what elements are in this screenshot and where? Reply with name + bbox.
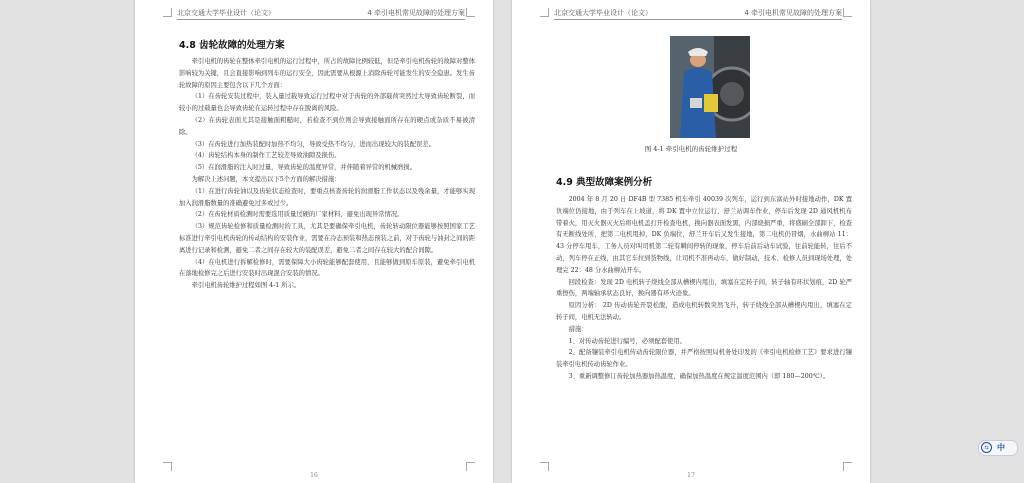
header-left: 北京交通大学毕业设计（论文） bbox=[177, 9, 275, 17]
paragraph: 1、对传动齿轮进行编号，必须配套使用。 bbox=[568, 337, 686, 345]
paragraph: 回段检查：发现 2D 电机转子绕线全部从槽楔内甩出，填塞在定转子间，转子轴有环状划痕，2D 轮严重擦伤，两端轴承状态良好，换向器有环火迹象。 bbox=[556, 278, 852, 298]
page-number: 16 bbox=[310, 472, 318, 479]
paragraph: 牵引电机齿轮维护过程如图 4-1 所示。 bbox=[191, 282, 301, 290]
header-right: 4 牵引电机常见故障的处理方案 bbox=[367, 9, 465, 17]
paragraph: （4）齿轮结构本身的制作工艺较差导致油隙及损伤。 bbox=[191, 152, 341, 160]
header-right: 4 牵引电机常见故障的处理方案 bbox=[744, 9, 842, 17]
paragraph: 措施： bbox=[568, 325, 588, 333]
paragraph: （5）在润滑脂的注入时过量，导致齿轮的温度异常，并伴随着异常的机械磨损。 bbox=[191, 164, 416, 172]
crop-mark bbox=[466, 8, 475, 17]
crop-mark bbox=[163, 462, 172, 471]
worker-maintenance-image bbox=[670, 36, 750, 138]
section-heading-4-9: 4.9 典型故障案例分析 bbox=[556, 177, 653, 188]
language-toggle-button[interactable] bbox=[978, 440, 1018, 456]
header-left: 北京交通大学毕业设计（论文） bbox=[554, 9, 652, 17]
running-header bbox=[554, 8, 842, 20]
crop-mark bbox=[540, 8, 549, 17]
paragraph: （3）规范齿轮检修和质量检测时的工具，尤其是要确保牵引电机，齿轮转动限位器能够按照国家工艺标准进行牵引电机齿轮的传动结构的安装作业，需要在冷态预装和热态预装之前，对于齿轮与油封之间的距离进行记录和检测，避免二者之间存在较大的装配误差，避免二者之间存在较大的配合间隙。 bbox=[179, 223, 475, 254]
running-header bbox=[177, 8, 465, 20]
paragraph: （1）在进行齿轮油以及齿轮状态检查时，要重点核查齿轮的润滑脂工作状态以及残余量，才能够实现加入润滑脂数量的准确避免过多或过少。 bbox=[179, 187, 475, 207]
page-number: 17 bbox=[687, 472, 695, 479]
crop-mark bbox=[466, 462, 475, 471]
paragraph: 2、配备镶装牵引电机传动齿轮限位器，并严格按照局机务处印发的《牵引电机检修工艺》要求进行镶装牵引电机传动齿轮作业。 bbox=[556, 349, 852, 369]
section-body bbox=[556, 194, 852, 383]
paragraph: 原因分析： 2D 传动齿轮开裂松脱，造成电机转数突然飞升，转子绕线全部从槽楔内甩出，填塞在定转子间，电机无法转动。 bbox=[556, 302, 852, 321]
section-heading-4-8: 4.8 齿轮故障的处理方案 bbox=[179, 40, 285, 51]
figure-photo bbox=[670, 36, 750, 138]
paragraph: （3）在齿轮进行加热装配时加热不均匀，导致受热不均匀，进而出现较大的装配误差。 bbox=[191, 140, 435, 148]
crop-mark bbox=[843, 8, 852, 17]
crop-mark bbox=[540, 462, 549, 471]
document-page-16 bbox=[135, 0, 493, 483]
crop-mark bbox=[843, 462, 852, 471]
paragraph: （2）在齿轮表面尤其是接触面粗糙时，若检查不到位则会导致接触面所存在的硬点或杂质不易被清除。 bbox=[179, 116, 475, 136]
language-label: 中 bbox=[997, 443, 1005, 452]
translate-icon: ⇆ bbox=[981, 442, 992, 453]
crop-mark bbox=[163, 8, 172, 17]
paragraph: 为解决上述问题，本文提出以下5个方面的解决措施： bbox=[191, 175, 341, 183]
paragraph: （4）在电机进行拆解检修时，需要保障大小齿轮能够配套使用，且能够做到原车原装，避免牵引电机在落地检修完之后进行安装时出现混合安装的情况。 bbox=[179, 258, 475, 278]
paragraph: （2）在齿轮材质检测时需要选用质量过硬的厂家材料，避免出现异常情况。 bbox=[191, 211, 404, 219]
paragraph: （1）在齿轮安装过程中，装入量过载导致运行过程中对于齿轮的外部载荷突然过大导致齿轮断裂，而较小的过载量也会导致齿轮在运转过程中存在脱离的风险。 bbox=[179, 93, 475, 113]
paragraph: 牵引电机的齿轮在整体牵引电机的运行过程中，所占的故障比例较低，但是牵引电机齿轮的故障对整体影响较为关键，且会直接影响到列车的运行安全，因此需要从根源上消除齿轮可能发生的安全隐患。发生齿轮故障的原因主要包含以下几个方面： bbox=[179, 58, 475, 89]
figure-caption: 图 4-1 牵引电机的齿轮维护过程 bbox=[644, 145, 738, 153]
paragraph: 2004 年 8 月 20 日 DF4B 型 7385 机车牵引 40039 次列车，运行到东富站外时接地动作，DK 置负端位仍接地，由于列车在上坡道，将 DK 置中立位运行，舒兰站调车作业，停车后发现 2D 通风机机布带着火，用灭火器灭火后将电机盖打开检查电机，换向器表面发黑，内部烧损严重，将盛刷全部卸下，检查有无断线处所，把第二电机甩掉，DK 负端位，舒兰开车后又发生接地，第二电机仍冒烟，水曲柳站 11：43 分停车甩车，工务人员对叫司机第二轮有瞬间停转的现象，停车后前后动车试验，往前轮能转，往后不动，列车停在正线，由其它车拉到货物线，让司机不准再动车，做好制动，技术、检修人员到现场处理，处理完 22：48 分水曲柳站开车。 bbox=[556, 196, 852, 274]
document-page-17 bbox=[512, 0, 870, 483]
section-body bbox=[179, 56, 475, 292]
paragraph: 3、重新调整修订齿轮加热器加热温度，确保加热温度在规定温度范围内（即 180—200℃）。 bbox=[568, 372, 830, 380]
